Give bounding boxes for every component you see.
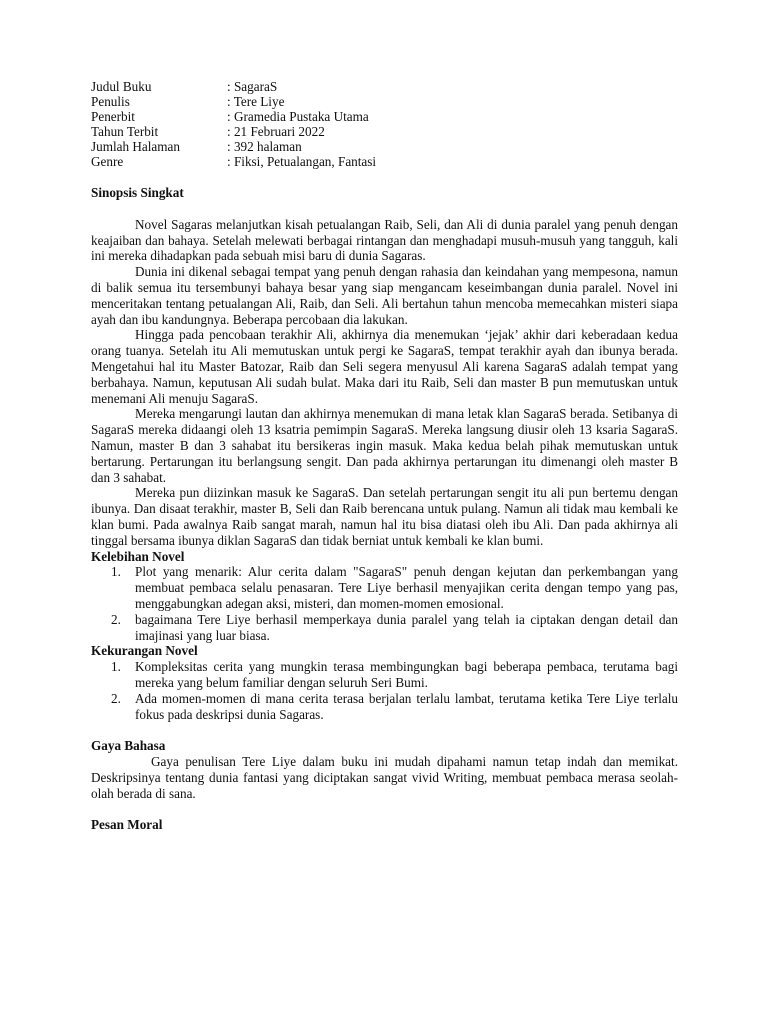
kelebihan-heading: Kelebihan Novel: [91, 548, 185, 564]
book-info-label: Penulis: [91, 94, 130, 109]
sinopsis-heading: Sinopsis Singkat: [91, 185, 184, 200]
list-item-text: Ada momen-momen di mana cerita terasa berjalan terlalu lambat, terutama ketika Tere Liye terlalu fokus pada deskripsi dunia Sagaras.: [135, 690, 678, 722]
list-item: [91, 691, 678, 723]
book-info-row: [91, 79, 678, 94]
kekurangan-heading: Kekurangan Novel: [91, 643, 198, 659]
book-info-label: Genre: [91, 154, 124, 169]
kelebihan-list: [91, 564, 678, 643]
book-info-label: Tahun Terbit: [91, 124, 159, 139]
document-page: [91, 79, 678, 833]
gaya-bahasa-paragraph: Gaya penulisan Tere Liye dalam buku ini mudah dipahami namun tetap indah dan memikat. Deskripsinya tentang dunia fantasi yang diciptakan sangat vivid Writing, membuat pembaca merasa seolah-olah berada di sana.: [91, 754, 678, 801]
sinopsis-paragraph: Mereka mengarungi lautan dan akhirnya menemukan di mana letak klan SagaraS berada. Setibanya di SagaraS mereka didaangi oleh 13 ksatria pemimpin SagaraS. Mereka langsung diusir oleh 13 ksaria SagaraS. Namun, master B dan 3 sahabat itu bersikeras ingin masuk. Maka kedua belah pihak memutuskan untuk bertarung. Pertarungan itu berlangsung sengit. Dan pada akhirnya pertarungan itu dimenangi oleh master B dan 3 sahabat.: [91, 406, 678, 485]
book-info-row: [91, 109, 678, 124]
list-item-number: 2.: [111, 690, 121, 706]
book-info-value: : Fiksi, Petualangan, Fantasi: [227, 154, 377, 169]
list-item-text: Plot yang menarik: Alur cerita dalam "SagaraS" penuh dengan kejutan dan perkembangan yang membuat pembaca selalu penasaran. Tere Liye berhasil menyajikan cerita dengan tempo yang pas, menggabungkan adegan aksi, misteri, dan momen-momen emosional.: [135, 564, 678, 611]
book-info-value: : SagaraS: [227, 79, 278, 94]
list-item-number: 1.: [111, 564, 121, 580]
sinopsis-paragraph: Dunia ini dikenal sebagai tempat yang penuh dengan rahasia dan keindahan yang mempesona, namun di balik semua itu tersembunyi bahaya besar yang siap mengancam keseimbangan dunia paralel. Novel ini menceritakan tentang petualangan Ali, Raib, dan Seli. Ali bertahun tahun mencoba memecahkan misteri siapa ayah dan ibu kandungnya. Beberapa percobaan dia lakukan.: [91, 264, 678, 327]
list-item-text: bagaimana Tere Liye berhasil memperkaya dunia paralel yang telah ia ciptakan dengan detail dan imajinasi yang luar biasa.: [135, 611, 678, 643]
book-info-value: : Tere Liye: [227, 94, 285, 109]
book-info: [91, 79, 678, 169]
book-info-label: Penerbit: [91, 109, 135, 124]
gaya-bahasa-heading: Gaya Bahasa: [91, 738, 166, 754]
list-item: [91, 564, 678, 611]
sinopsis-paragraph: Novel Sagaras melanjutkan kisah petualangan Raib, Seli, dan Ali di dunia paralel yang penuh dengan keajaiban dan bahaya. Setelah melewati berbagai rintangan dan menghadapi musuh-musuh yang tangguh, kali ini mereka dihadapkan pada sebuah misi baru di dunia Sagaras.: [91, 216, 678, 264]
kekurangan-list: [91, 659, 678, 722]
list-item: [91, 612, 678, 644]
book-info-value: : Gramedia Pustaka Utama: [227, 109, 369, 124]
sinopsis-paragraph: Hingga pada pencobaan terakhir Ali, akhirnya dia menemukan ‘jejak’ akhir dari keberadaan kedua orang tuanya. Setelah itu Ali memutuskan untuk pergi ke SagaraS, tempat terakhir ayah dan ibunya berada. Mengetahui hal itu Master Batozar, Raib dan Seli segera menyusul Ali karena SagaraS adalah tempat yang berbahaya. Namun, keputusan Ali sudah bulat. Maka dari itu Raib, Seli dan master B pun memutuskan untuk menemani Ali menuju SagaraS.: [91, 327, 678, 406]
book-info-value: : 392 halaman: [227, 139, 302, 154]
list-item: [91, 659, 678, 691]
list-item-number: 2.: [111, 611, 121, 627]
book-info-row: [91, 139, 678, 154]
book-info-row: [91, 124, 678, 139]
book-info-row: [91, 94, 678, 109]
book-info-row: [91, 154, 678, 169]
book-info-label: Jumlah Halaman: [91, 139, 180, 154]
book-info-value: : 21 Februari 2022: [227, 124, 325, 139]
list-item-number: 1.: [111, 659, 121, 675]
pesan-moral-heading: Pesan Moral: [91, 817, 163, 833]
book-info-label: Judul Buku: [91, 79, 152, 94]
sinopsis-body: [91, 217, 678, 549]
sinopsis-paragraph: Mereka pun diizinkan masuk ke SagaraS. Dan setelah pertarungan sengit itu ali pun bertemu dengan ibunya. Dan disaat terakhir, master B, Seli dan Raib berencana untuk pulang. Namun ali tidak mau kembali ke klan bumi. Pada awalnya Raib sangat marah, namun hal itu bisa diatasi oleh ibu Ali. Dan pada akhirnya ali tinggal bersama ibunya diklan SagaraS dan tidak berniat untuk kembali ke klan bumi.: [91, 485, 678, 548]
list-item-text: Kompleksitas cerita yang mungkin terasa membingungkan bagi beberapa pembaca, terutama bagi mereka yang belum familiar dengan seluruh Seri Bumi.: [135, 659, 678, 690]
